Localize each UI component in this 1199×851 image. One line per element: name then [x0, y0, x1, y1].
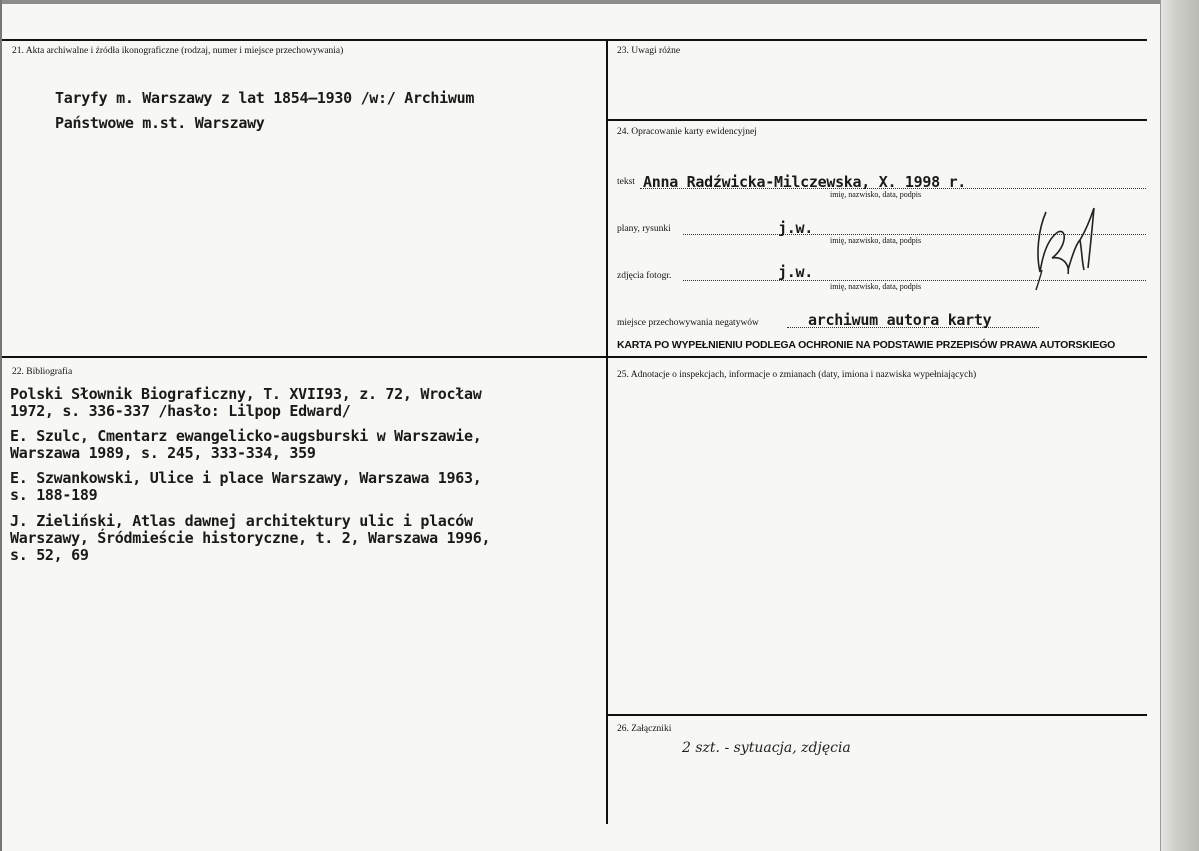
rule-23-24: [607, 119, 1147, 121]
section-23-label: 23. Uwagi różne: [617, 46, 681, 56]
plany-label: plany, rysunki: [617, 224, 671, 234]
plany-value: j.w.: [778, 219, 813, 237]
bibliography-entry-3-line-1: E. Szwankowski, Ulice i place Warszawy, Warszawa 1963,: [10, 469, 482, 487]
section-26-label: 26. Załączniki: [617, 724, 672, 734]
copyright-warning: KARTA PO WYPEŁNIENIU PODLEGA OCHRONIE NA PODSTAWIE PRZEPISÓW PRAWA AUTORSKIEGO: [617, 339, 1116, 351]
bibliography-entry-1-line-1: Polski Słownik Biograficzny, T. XVII93, z. 72, Wrocław: [10, 385, 482, 403]
scan-edge-right: [1160, 0, 1199, 851]
attachments-handwritten: 2 szt. - sytuacja, zdjęcia: [682, 740, 851, 756]
section-21-label: 21. Akta archiwalne i źródła ikonograficzne (rodzaj, numer i miejsce przechowywania): [12, 46, 344, 56]
signature-image: [1028, 200, 1103, 295]
tekst-hint: imię, nazwisko, data, podpis: [830, 190, 922, 199]
zdjecia-value: j.w.: [778, 263, 813, 281]
bibliography-entry-2-line-1: E. Szulc, Cmentarz ewangelicko-augsburski w Warszawie,: [10, 427, 482, 445]
bibliography-entry-4-line-1: J. Zieliński, Atlas dawnej architektury ulic i placów: [10, 512, 473, 530]
tekst-value: Anna Radźwicka-Milczewska, X. 1998 r.: [643, 173, 967, 191]
zdjecia-hint: imię, nazwisko, data, podpis: [830, 282, 922, 291]
scan-edge-top: [0, 0, 1199, 4]
negatywy-value: archiwum autora karty: [808, 311, 992, 329]
tekst-label: tekst: [617, 177, 635, 187]
bibliography-entry-4-line-2: Warszawy, Śródmieście historyczne, t. 2, Warszawa 1996,: [10, 529, 491, 547]
negatywy-label: miejsce przechowywania negatywów: [617, 318, 759, 328]
center-divider: [606, 39, 608, 824]
top-rule: [2, 39, 1147, 41]
section-21-line-1: Taryfy m. Warszawy z lat 1854–1930 /w:/ Archiwum: [55, 89, 475, 107]
section-21-line-2: Państwowe m.st. Warszawy: [55, 114, 265, 132]
bibliography-entry-1-line-2: 1972, s. 336-337 /hasło: Lilpop Edward/: [10, 402, 351, 420]
scan-edge-left: [0, 0, 2, 851]
middle-rule: [2, 356, 1147, 358]
bibliography-entry-4-line-3: s. 52, 69: [10, 546, 89, 564]
section-22-label: 22. Bibliografia: [12, 367, 73, 377]
zdjecia-label: zdjęcia fotogr.: [617, 271, 672, 281]
bibliography-entry-2-line-2: Warszawa 1989, s. 245, 333-334, 359: [10, 444, 316, 462]
bibliography-entry-3-line-2: s. 188-189: [10, 486, 98, 504]
rule-25-26: [607, 714, 1147, 716]
section-25-label: 25. Adnotacje o inspekcjach, informacje o zmianach (daty, imiona i nazwiska wypełniających): [617, 370, 977, 380]
section-24-label: 24. Opracowanie karty ewidencyjnej: [617, 127, 757, 137]
plany-hint: imię, nazwisko, data, podpis: [830, 236, 922, 245]
